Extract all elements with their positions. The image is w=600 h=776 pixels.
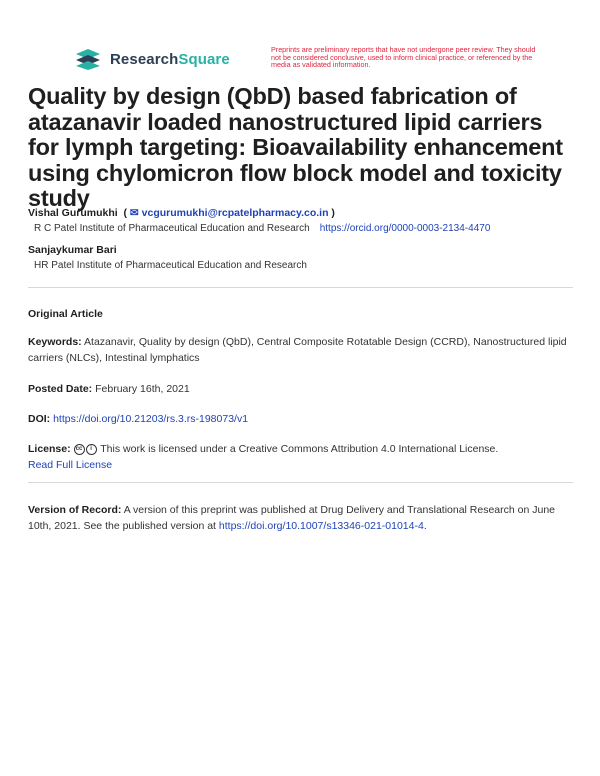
author-2-affiliation: HR Patel Institute of Pharmaceutical Education and Research [34,260,307,271]
keywords: Keywords: Atazanavir, Quality by design (QbD), Central Composite Rotatable Design (CCRD), Nanostructured lipid carriers (NLCs), Intestinal lymphatics [28,336,567,364]
divider [28,482,573,483]
doi-link[interactable]: https://doi.org/10.21203/rs.3.rs-198073/v1 [53,413,249,425]
doi: DOI: https://doi.org/10.21203/rs.3.rs-198073/v1 [28,413,249,425]
author-name: Sanjaykumar Bari [28,244,117,256]
read-full-license-link[interactable]: Read Full License [28,459,113,471]
author-email-link[interactable]: vcgurumukhi@rcpatelpharmacy.co.in [141,207,329,219]
research-square-logo[interactable] [74,48,230,70]
license: License: cc i This work is licensed under a Creative Commons Attribution 4.0 International License. Read Full License [28,443,499,471]
paper-title: Quality by design (QbD) based fabrication of atazanavir loaded nanostructured lipid carriers for lymph targeting: Bioavailability enhancement using chylomicron flow block model and toxicity study [28,83,563,211]
research-square-logo-icon [74,48,104,70]
brand-name: ResearchSquare [110,50,230,68]
version-of-record: Version of Record: A version of this preprint was published at Drug Delivery and Translational Research on June 10th, 2021. See the published version at https://doi.org/10.1007/s13346-021-01014-4. [28,504,556,532]
published-version-link[interactable]: https://doi.org/10.1007/s13346-021-01014-4 [218,520,424,532]
author-2 [28,244,117,256]
divider [28,287,573,288]
orcid-link[interactable]: https://orcid.org/0000-0003-2134-4470 [319,223,491,234]
cc-icon: cc [74,444,85,455]
by-icon: i [86,444,97,455]
author-1: Vishal Gurumukhi ( ✉ vcgurumukhi@rcpatelpharmacy.co.in ) [28,207,335,219]
email-icon: ✉ [129,207,139,219]
posted-date: Posted Date: February 16th, 2021 [28,383,190,395]
author-name: Vishal Gurumukhi [28,207,118,219]
article-type: Original Article [28,308,103,320]
author-1-affiliation: R C Patel Institute of Pharmaceutical Education and Research https://orcid.org/0000-0003-2134-4470 [34,223,491,234]
preprint-disclaimer: Preprints are preliminary reports that have not undergone peer review. They should not be considered conclusive, used to inform clinical practice, or referenced by the media as validated information. [271,45,536,70]
